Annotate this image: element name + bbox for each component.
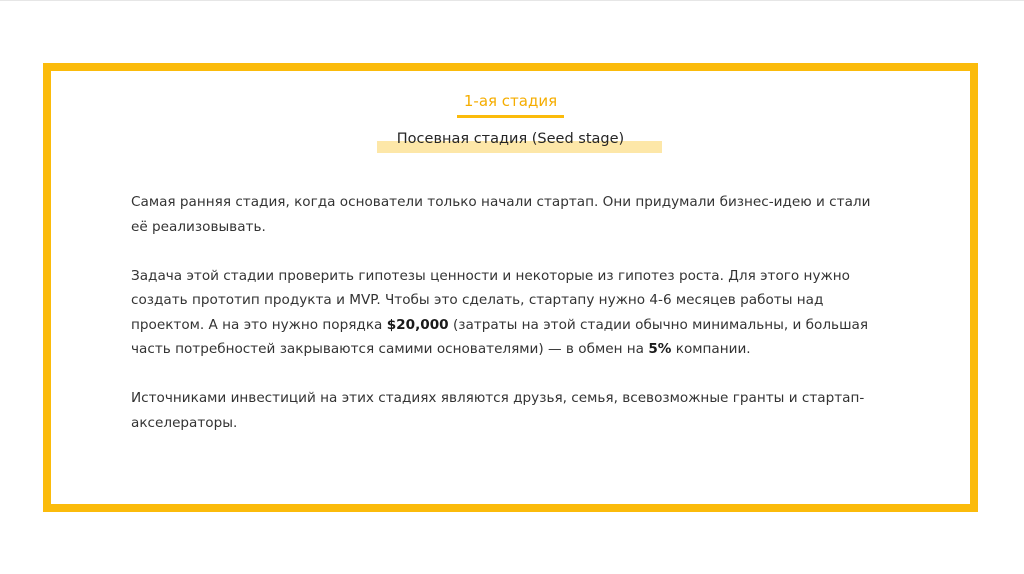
paragraph-task-part1: Задача этой стадии проверить гипотезы ценности и некоторые из гипотез роста. Для этого нужно создать прототип продукта и MVP. Чтобы это сделать, стартапу нужно 4-6 месяцев работы над проектом. А на это нужно порядка <box>131 267 850 333</box>
paragraph-intro <box>131 190 871 239</box>
paragraph-task-part2: (затраты на этой стадии обычно минимальны, и большая часть потребностей закрываются самими основателями) — в обмен на <box>131 316 869 357</box>
stage-label: 1-ая стадия <box>463 92 558 110</box>
paragraph-sources <box>131 386 871 435</box>
slide-subtitle: Посевная стадия (Seed stage) <box>396 131 625 147</box>
slide-body <box>131 190 871 460</box>
stage-underline <box>457 115 564 118</box>
funding-amount: $20,000 <box>386 316 449 333</box>
paragraph-intro-text: Самая ранняя стадия, когда основатели только начали стартап. Они придумали бизнес-идею и стали её реализовывать. <box>131 194 871 235</box>
paragraph-task <box>131 264 871 362</box>
paragraph-task-part3: компании. <box>671 341 751 357</box>
equity-share: 5% <box>648 341 672 357</box>
paragraph-sources-text: Источниками инвестиций на этих стадиях являются друзья, семья, всевозможные гранты и стартап-акселераторы. <box>131 390 865 431</box>
slide-frame <box>43 63 978 512</box>
